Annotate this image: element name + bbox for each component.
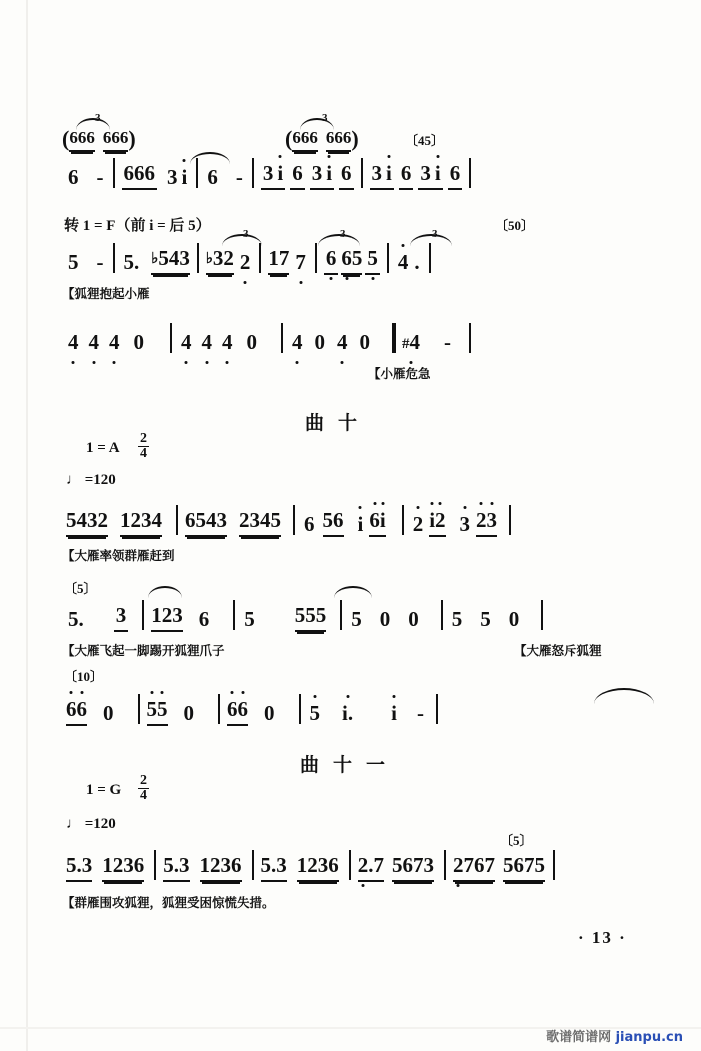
music-row-5: 5. 3 123 6 5 555 5 0 0 5 5 0 [66, 600, 550, 632]
tempo-marking: ♩ =120 [66, 816, 116, 832]
grace-note-group: ( 666 666 ) [62, 126, 136, 151]
slur-mark [148, 586, 182, 598]
key-change-label: 转 1 = F（前 i = 后 5） [64, 218, 211, 234]
section-title: 曲十 [305, 412, 372, 434]
lyric-line: 【大雁率领群雁赶到 [62, 548, 175, 563]
key-signature: 1 = G [86, 782, 122, 798]
tuplet-marker: 3 [95, 112, 101, 124]
watermark [546, 1026, 683, 1045]
lyric-line: 【群雁围攻狐狸，狐狸受困惊慌失措。 [62, 895, 275, 910]
time-signature: $\frac{2}{4}$ [140, 773, 147, 803]
music-row-3: 4 4 4 0 4 4 4 0 4 0 4 0 #4 - [66, 323, 478, 355]
tuplet-marker: 3 [243, 228, 249, 240]
slur-mark [334, 586, 372, 598]
tuplet-marker: 3 [340, 228, 346, 240]
tempo-marking: ♩ =120 [66, 472, 116, 488]
key-signature: 1 = A [86, 440, 120, 456]
measure-number: 〔50〕 [495, 218, 535, 233]
lyric-line: 【小雁危急 [368, 366, 431, 381]
tuplet-marker: 3 [322, 112, 328, 124]
music-row-1: 6 - 666 3 i 6 - 3 i 6 3 i 6 3 i 6 3 i 6 [66, 158, 478, 190]
time-signature: $\frac{2}{4}$ [140, 431, 147, 461]
grace-note-group: ( 666 666 ) [285, 126, 359, 151]
tuplet-marker: 3 [432, 228, 438, 240]
music-row-2: 5 - 5. ♭543 ♭32 2 17 7 6 65 5 4 . [66, 243, 438, 275]
measure-number: 〔5〕 [64, 581, 97, 596]
page-number: · 13 · [578, 928, 627, 947]
lyric-line: 【大雁怒斥狐狸 [514, 643, 602, 658]
section-title: 曲十一 [300, 754, 400, 776]
tie-mark [594, 688, 654, 704]
measure-number: 〔10〕 [64, 669, 104, 684]
music-row-7: 5.3 1236 5.3 1236 5.3 1236 2.7 5673 2767 5675 [66, 850, 562, 882]
page-edge-left [26, 0, 28, 1051]
watermark-text: 歌谱简谱网 [546, 1030, 616, 1045]
lyric-line: 【狐狸抱起小雁 [62, 286, 150, 301]
music-row-4: 5432 1234 6543 2345 6 56 i 6i 2 i2 3 23 [66, 505, 518, 537]
watermark-site: jianpu.cn [615, 1030, 683, 1045]
measure-number: 〔5〕 [500, 833, 533, 848]
music-row-6: 66 0 55 0 66 0 5 i. i - [66, 694, 445, 726]
lyric-line: 【大雁飞起一脚踢开狐狸爪子 [62, 643, 225, 658]
measure-number: 〔45〕 [405, 133, 445, 148]
